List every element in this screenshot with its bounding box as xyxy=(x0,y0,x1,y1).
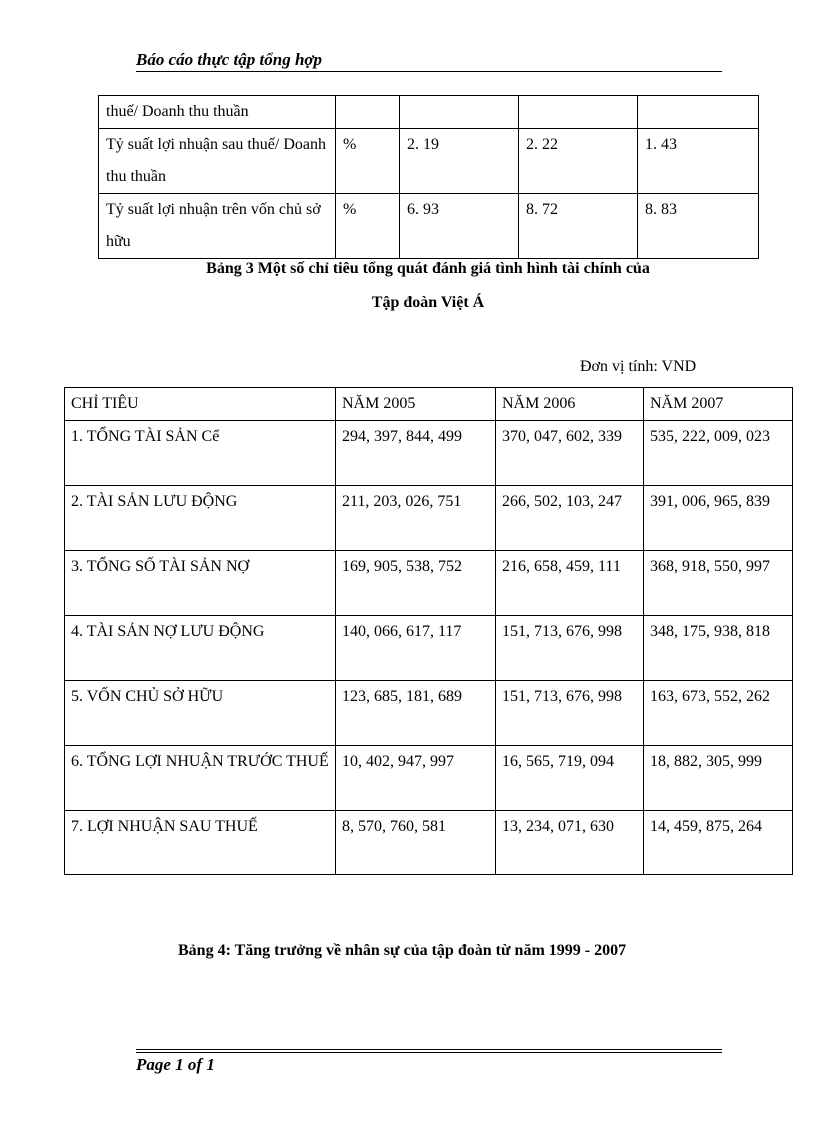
indicator-label: 1. TỔNG TÀI SẢN Cể xyxy=(65,421,336,486)
column-header: NĂM 2007 xyxy=(644,388,793,421)
value-2005: 294, 397, 844, 499 xyxy=(336,421,496,486)
ratio-label: Tỷ suất lợi nhuận sau thuế/ Doanh thu thuần xyxy=(99,129,336,194)
value-2005: 140, 066, 617, 117 xyxy=(336,616,496,681)
column-header: CHỈ TIÊU xyxy=(65,388,336,421)
ratio-value: 8. 72 xyxy=(519,194,638,259)
value-2005: 10, 402, 947, 997 xyxy=(336,746,496,811)
ratio-label: Tỷ suất lợi nhuận trên vốn chủ sở hữu xyxy=(99,194,336,259)
indicator-label: 5. VỐN CHỦ SỞ HỮU xyxy=(65,681,336,746)
value-2007: 163, 673, 552, 262 xyxy=(644,681,793,746)
value-2006: 216, 658, 459, 111 xyxy=(496,551,644,616)
table-row xyxy=(99,96,759,129)
table-row xyxy=(65,811,793,875)
ratio-label: thuế/ Doanh thu thuần xyxy=(99,96,336,129)
ratio-value: 1. 43 xyxy=(638,129,759,194)
footer-rule xyxy=(136,1049,722,1050)
table3-caption-line2: Tập đoàn Việt Á xyxy=(371,294,485,311)
value-2007: 18, 882, 305, 999 xyxy=(644,746,793,811)
ratio-value: 8. 83 xyxy=(638,194,759,259)
header-rule xyxy=(136,71,722,72)
table-row xyxy=(65,486,793,551)
value-2005: 211, 203, 026, 751 xyxy=(336,486,496,551)
column-header: NĂM 2005 xyxy=(336,388,496,421)
financial-ratio-table xyxy=(98,95,759,259)
value-2007: 368, 918, 550, 997 xyxy=(644,551,793,616)
indicator-label: 4. TÀI SẢN NỢ LƯU ĐỘNG xyxy=(65,616,336,681)
table4-caption: Bảng 4: Tăng trưởng về nhân sự của tập đoàn từ năm 1999 - 2007 xyxy=(178,942,627,959)
ratio-unit xyxy=(336,96,400,129)
table-row xyxy=(65,551,793,616)
table-header-row xyxy=(65,388,793,421)
table-row xyxy=(65,421,793,486)
table-row xyxy=(65,746,793,811)
value-2007: 348, 175, 938, 818 xyxy=(644,616,793,681)
table-row xyxy=(99,194,759,259)
value-2005: 123, 685, 181, 689 xyxy=(336,681,496,746)
value-2006: 266, 502, 103, 247 xyxy=(496,486,644,551)
table-row xyxy=(65,616,793,681)
ratio-value xyxy=(638,96,759,129)
value-2007: 535, 222, 009, 023 xyxy=(644,421,793,486)
ratio-value: 6. 93 xyxy=(400,194,519,259)
value-2007: 391, 006, 965, 839 xyxy=(644,486,793,551)
ratio-value: 2. 22 xyxy=(519,129,638,194)
table-row xyxy=(65,681,793,746)
ratio-value xyxy=(519,96,638,129)
ratio-value xyxy=(400,96,519,129)
financial-indicators-table xyxy=(64,387,793,875)
table3-caption-line1: Bảng 3 Một số chỉ tiêu tổng quát đánh giá tình hình tài chính của xyxy=(206,260,650,277)
value-2006: 151, 713, 676, 998 xyxy=(496,616,644,681)
indicator-label: 2. TÀI SẢN LƯU ĐỘNG xyxy=(65,486,336,551)
value-2007: 14, 459, 875, 264 xyxy=(644,811,793,875)
value-2006: 13, 234, 071, 630 xyxy=(496,811,644,875)
value-2005: 8, 570, 760, 581 xyxy=(336,811,496,875)
table-row xyxy=(99,129,759,194)
ratio-unit: % xyxy=(336,129,400,194)
unit-label: Đơn vị tính: VND xyxy=(580,358,697,375)
value-2006: 16, 565, 719, 094 xyxy=(496,746,644,811)
footer-rule xyxy=(136,1052,722,1053)
value-2005: 169, 905, 538, 752 xyxy=(336,551,496,616)
ratio-unit: % xyxy=(336,194,400,259)
column-header: NĂM 2006 xyxy=(496,388,644,421)
header-title: Báo cáo thực tập tổng hợp xyxy=(136,50,323,69)
indicator-label: 3. TỔNG SỐ TÀI SẢN NỢ xyxy=(65,551,336,616)
page-number: Page 1 of 1 xyxy=(136,1055,215,1074)
ratio-value: 2. 19 xyxy=(400,129,519,194)
value-2006: 370, 047, 602, 339 xyxy=(496,421,644,486)
indicator-label: 7. LỢI NHUẬN SAU THUẾ xyxy=(65,811,336,875)
value-2006: 151, 713, 676, 998 xyxy=(496,681,644,746)
indicator-label: 6. TỔNG LỢI NHUẬN TRƯỚC THUẾ xyxy=(65,746,336,811)
